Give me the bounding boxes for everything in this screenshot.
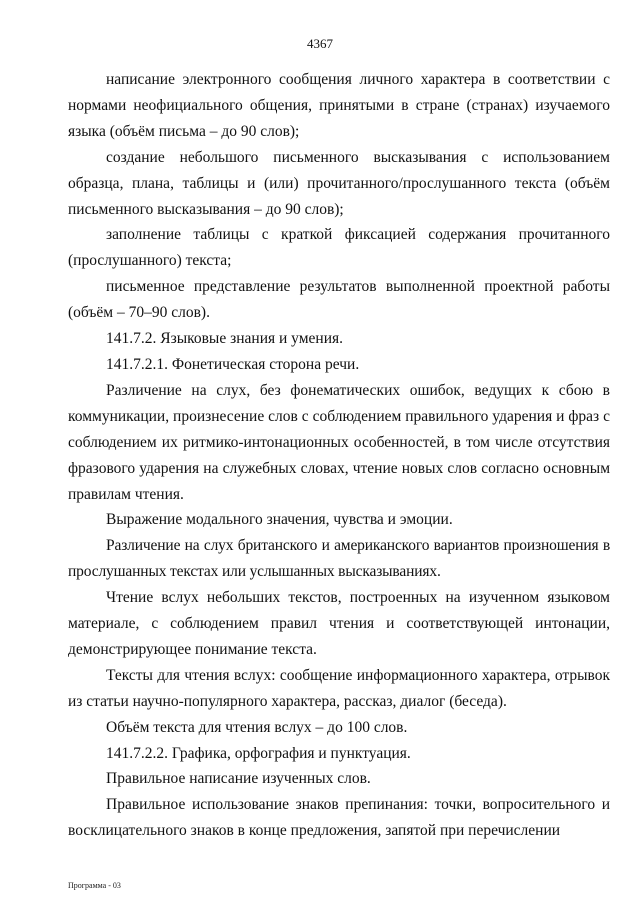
page-number: 4367	[307, 36, 333, 51]
section-heading-language-knowledge: 141.7.2. Языковые знания и умения.	[106, 330, 343, 348]
paragraph-text-volume: Объём текста для чтения вслух – до 100 слов.	[106, 718, 408, 736]
page-footer: Программа - 03	[68, 881, 121, 890]
paragraph-phonetic-discrimination: Различение на слух, без фонематических ошибок, ведущих к сбою в коммуникации, произнесение слов с соблюдением правильного ударения и фраз с соблюдением их ритмико-интонационных особенностей, в том числе отсутствия фразового ударения на служебных словах, чтение новых слов согласно основным правилам чтения.	[68, 381, 610, 503]
paragraph-table-filling: заполнение таблицы с краткой фиксацией содержания прочитанного (прослушанного) текста;	[68, 226, 610, 270]
paragraph-pronunciation-variants: Различение на слух британского и американского вариантов произношения в прослушанных текстах или услышанных высказываниях.	[68, 537, 610, 581]
section-heading-phonetics: 141.7.2.1. Фонетическая сторона речи.	[106, 355, 360, 373]
section-heading-graphics-spelling: 141.7.2.2. Графика, орфография и пунктуация.	[106, 744, 411, 762]
paragraph-email-writing: написание электронного сообщения личного характера в соответствии с нормами неофициального общения, принятыми в стране (странах) изучаемого языка (объём письма – до 90 слов);	[68, 71, 610, 140]
paragraph-correct-spelling: Правильное написание изученных слов.	[106, 770, 371, 788]
paragraph-reading-texts: Тексты для чтения вслух: сообщение информационного характера, отрывок из статьи научно-популярного характера, рассказ, диалог (беседа).	[68, 666, 610, 710]
paragraph-punctuation: Правильное использование знаков препинания: точки, вопросительного и восклицательного знаков в конце предложения, запятой при перечислении	[68, 796, 610, 840]
paragraph-written-statement: создание небольшого письменного высказывания с использованием образца, плана, таблицы и (или) прочитанного/прослушанного текста (объём письменного высказывания – до 90 слов);	[68, 148, 610, 218]
paragraph-modal-meaning: Выражение модального значения, чувства и эмоции.	[106, 511, 453, 529]
document-body	[68, 67, 610, 844]
paragraph-reading-aloud: Чтение вслух небольших текстов, построенных на изученном языковом материале, с соблюдением правил чтения и соответствующей интонации, демонстрирующее понимание текста.	[68, 589, 610, 658]
paragraph-project-presentation: письменное представление результатов выполненной проектной работы (объём – 70–90 слов).	[68, 278, 610, 322]
